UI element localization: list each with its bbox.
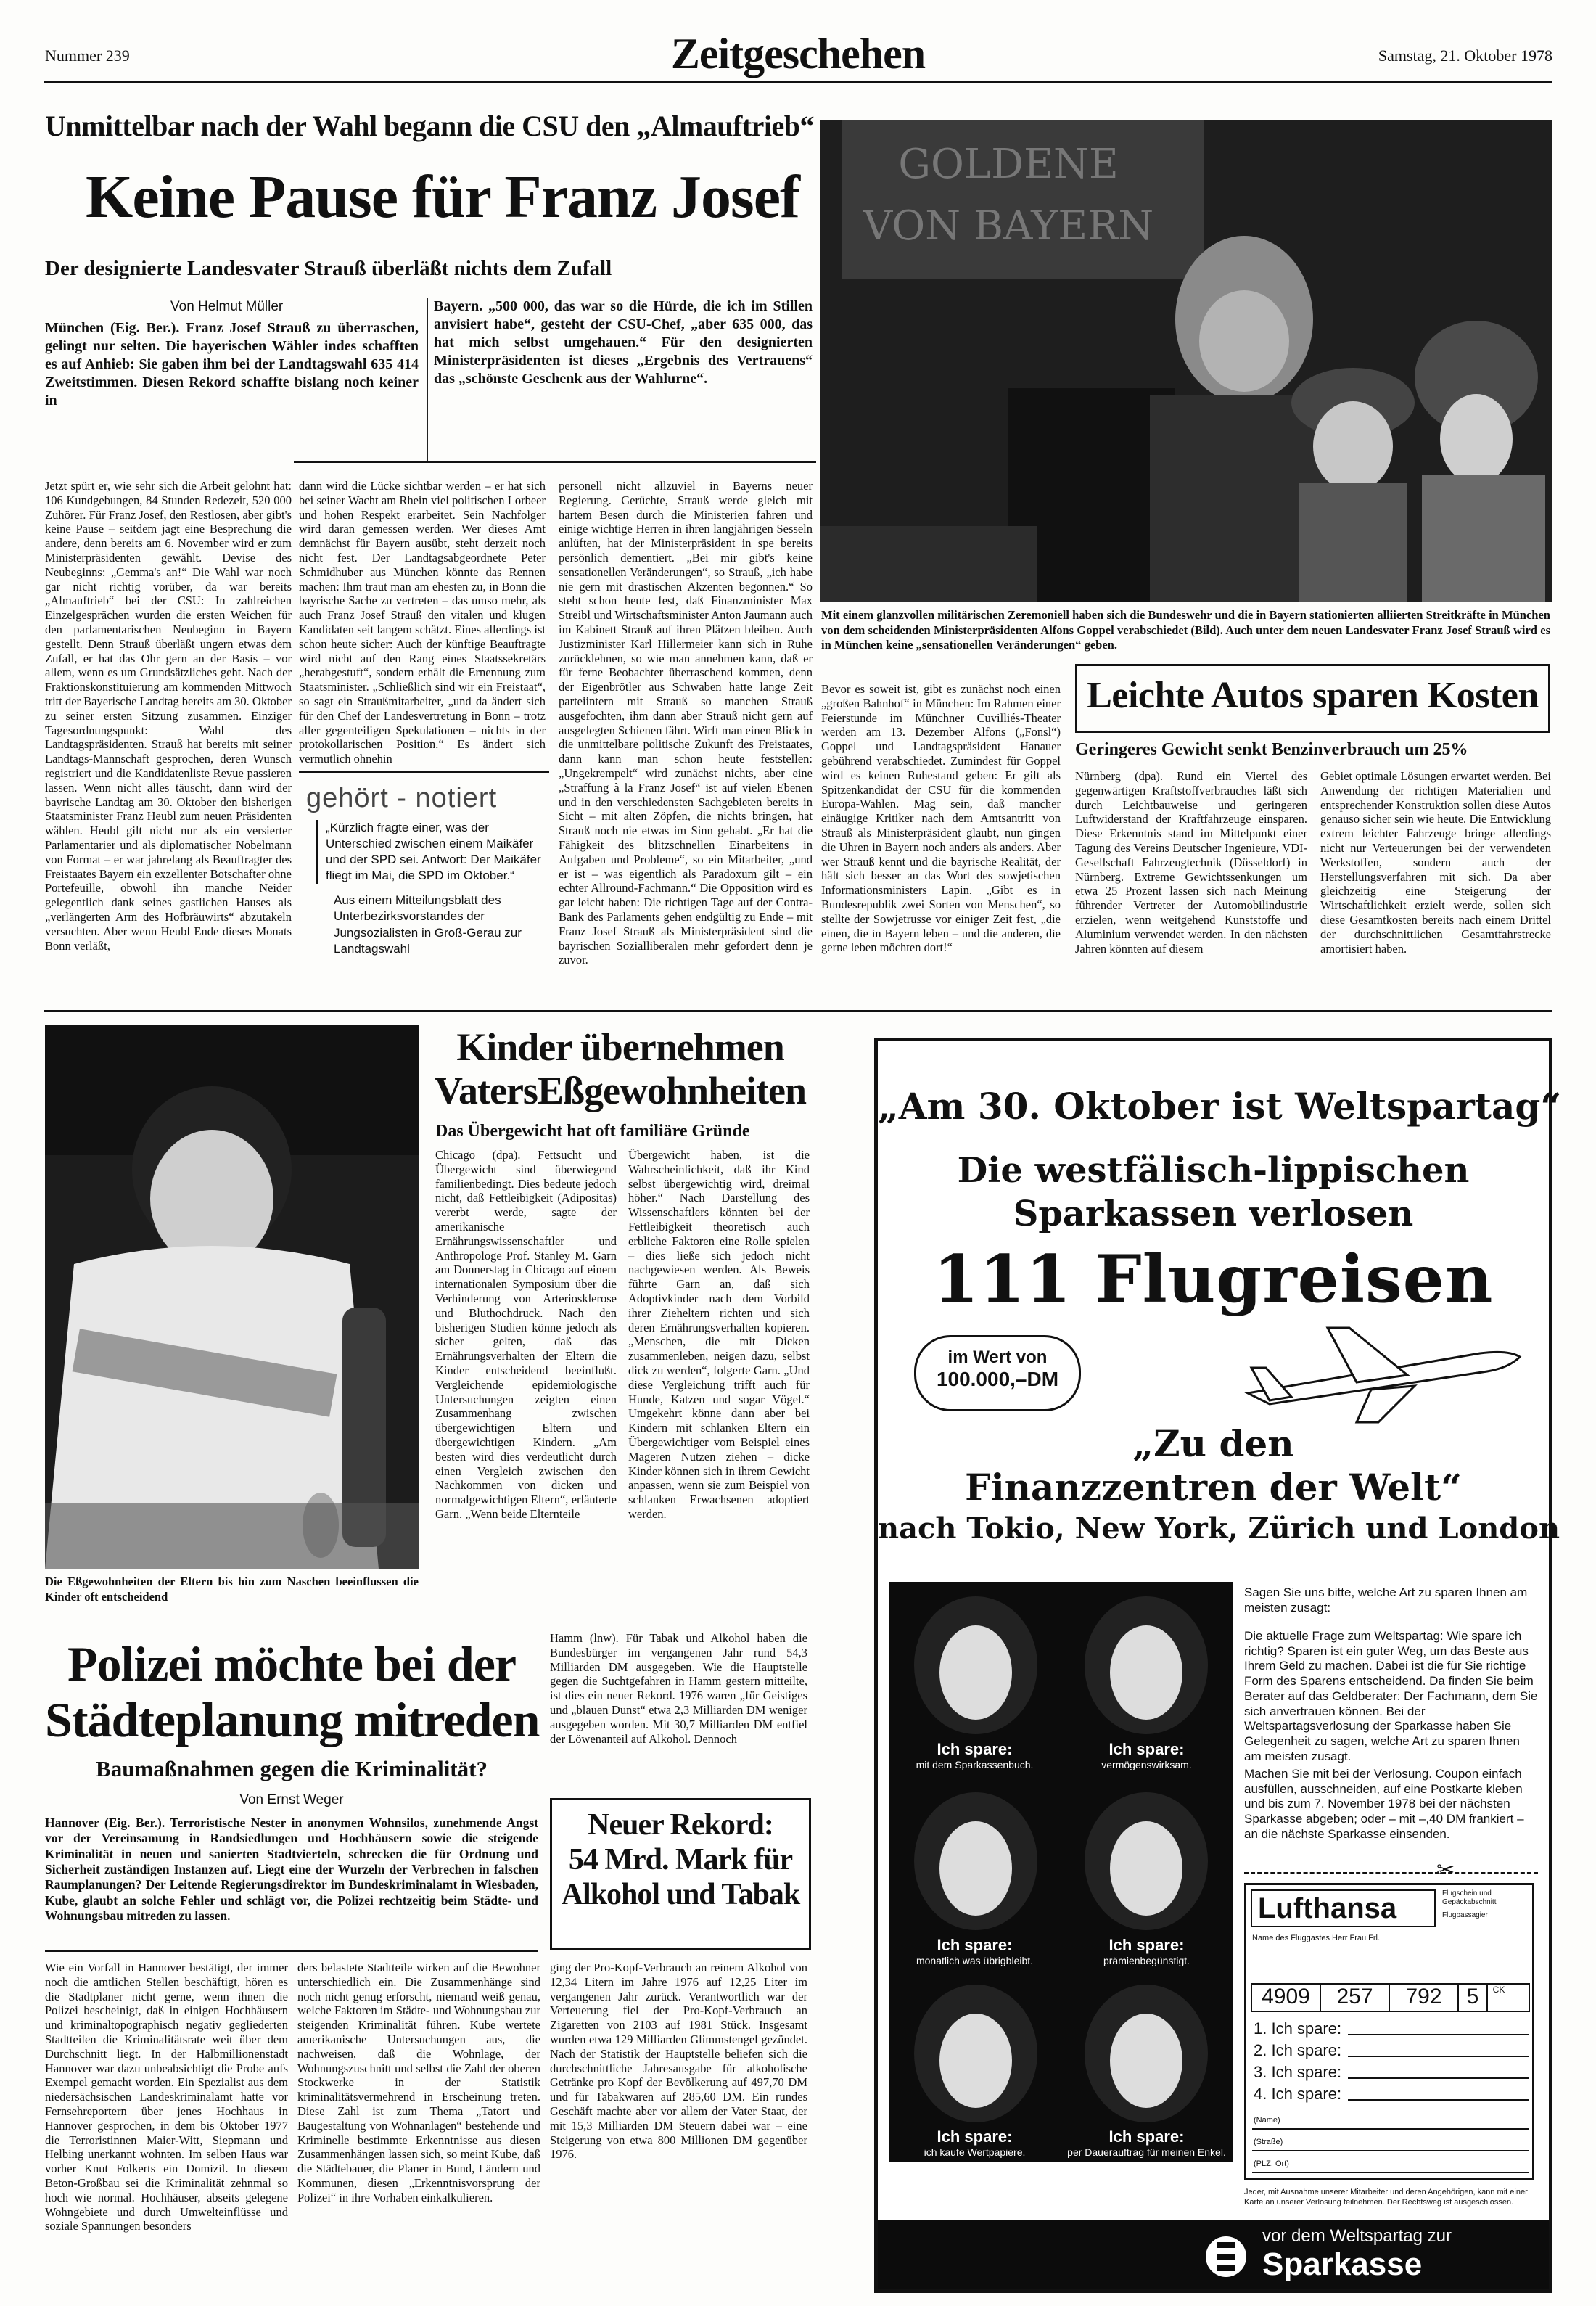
coupon-city-line <box>1252 2172 1529 2173</box>
polizei-byline: Von Ernst Weger <box>239 1792 344 1808</box>
kinder-headline-1: Kinder übernehmen <box>456 1025 784 1069</box>
ad-value-line-2: 100.000,–DM <box>936 1368 1059 1390</box>
face-caption-6-sub: per Dauerauftrag für meinen Enkel. <box>1067 2146 1226 2158</box>
coupon-number-row <box>1251 1983 1530 2012</box>
face-portrait-5 <box>914 1985 1037 2122</box>
coupon-answer-2: 2. Ich spare: <box>1254 2041 1342 2059</box>
autos-column-2: Gebiet optimale Lösungen erwartet werden. Bei Anwendung der richtigen Materialien und entsprechender Konstruktion sollen diese Autos genauso sicher sein wie heute. Die Entwicklung extrem leichter Fahrzeuge bringe allerdings nicht nur Verteuerungen bei der verwendeten Werkstoffen, sondern auch der Herstellungsverfahren mit sich. Da aber gleichzeitig eine Steigerung der Wirtschaftlichkeit erzielt werde, sollen sich diese Gesamtkosten bereits nach einem Drittel der durchschnittlichen Gesamtfahrstrecke amortisiert haben. <box>1320 769 1551 956</box>
face-caption-3 <box>889 1936 1061 1966</box>
ad-text-2: Die aktuelle Frage zum Weltspartag: Wie spare ich richtig? Sparen ist ein guter Weg, um das Beste aus Ihrem Geld zu machen. Dabei ist die für Sie richtige Form des Sparens entscheidend. Da finden Sie beim Berater auf das Geldberater: Der Fachmann, dem Sie sich anvertrauen können. Bei der Weltspartagsverlosung der Sparkasse haben Sie Gelegenheit zu sagen, welche Art zu sparen Ihnen am meisten zusagt. <box>1244 1629 1538 1763</box>
autos-subheadline: Geringeres Gewicht senkt Benzinverbrauch um 25% <box>1075 740 1468 759</box>
ad-top-line: „Am 30. Oktober ist Weltspartag“ <box>878 1085 1562 1128</box>
coupon-ck: CK <box>1492 1985 1505 1995</box>
coupon-label-city: (PLZ, Ort) <box>1254 2159 1289 2168</box>
masthead-rule <box>44 81 1552 83</box>
face-caption-3-sub: monatlich was übrigbleibt. <box>916 1955 1034 1966</box>
face-caption-5-sub: ich kaufe Wertpapiere. <box>924 2146 1026 2158</box>
svg-text:VON BAYERN: VON BAYERN <box>863 202 1154 250</box>
face-caption-1 <box>889 1740 1061 1770</box>
kinder-column-2: Übergewicht haben, ist die Wahrscheinlichkeit, daß ihr Kind selbst übergewichtig wird, dreimal höher.“ Nach Darstellung des Wissenschaftlers könnten bei der Fettleibigkeit theoretisch auch erbliche Faktoren eine Rolle spielen – dies ließe sich jedoch nicht nachgewiesen werden. Als Beweis führte Garn an, daß sich Adoptivkinder nach dem Vorbild ihrer Zieheltern richten und sich deren Ernährungsverhalten kopieren. „Menschen, die mit Dicken zusammenleben, neigen dazu, selbst dick zu werden“, folgerte Garn. „Und diese Vergleichung trifft auch für Hunde, Katzen und sogar Vögel.“ Umgekehrt könne dann aber bei Kindern mit schlanken Eltern ein Übergewichtiger vom Beispiel eines Mageren Nutzen ziehen – dicke Kinder können sich in ihrem Gewicht anpassen, wenn sie zum Beispiel von schlanken Erwachsenen adoptiert werden. <box>628 1148 810 1521</box>
ad-text-3: Machen Sie mit bei der Verlosung. Coupon einfach ausfüllen, ausschneiden, auf eine Postkarte kleben und bis zum 7. November 1978 bei der nächsten Sparkasse abgeben; oder – mit –,40 DM frankiert – an die nächste Sparkasse einsenden. <box>1244 1767 1524 1841</box>
coupon-answer-4-line <box>1348 2099 1529 2101</box>
rekord-headline-3: Alkohol und Tabak <box>561 1878 800 1912</box>
issue-number: Nummer 239 <box>45 46 130 65</box>
polizei-subheadline: Baumaßnahmen gegen die Kriminalität? <box>96 1756 488 1781</box>
ad-dest-3: nach Tokio, New York, Zürich und London <box>878 1511 1560 1546</box>
face-portrait-3 <box>914 1792 1037 1930</box>
lead-kicker: Unmittelbar nach der Wahl begann die CSU den „Almauftrieb“ <box>45 110 815 142</box>
coupon-street-line <box>1252 2150 1529 2151</box>
face-caption-4-sub: prämienbegünstigt. <box>1103 1955 1190 1966</box>
ad-value-line-1: im Wert von <box>947 1347 1048 1367</box>
coupon-fields: Name des Fluggastes Herr Frau Frl. <box>1252 1934 1381 1942</box>
ceremony-photo <box>820 120 1552 602</box>
coupon-answer-3-line <box>1348 2077 1529 2079</box>
lead-byline: Von Helmut Müller <box>170 299 284 314</box>
coupon-number-3: 792 <box>1390 1985 1459 2011</box>
polizei-column-2: ders belastete Stadtteile wirken auf die Bewohner unterschiedlich ein. Die Zusammenhänge sind noch nicht genug erforscht, niemand weiß genau, welche Faktoren im Städte- und Wohnungsbau zur steigenden Kriminalität führen. Kube wertete amerikanische Untersuchungen aus, die nachweisen, daß die Wohnlage, der Wohnungszuschnitt und selbst die Zahl der oberen Stockwerke in der Statistik kriminalitätsvermehrend in Erscheinung treten. Diese Zahl ist zum Thema „Tatort und Baugestaltung von Wohnanlagen“ bestehende und Kriminelle bestimmte Erkenntnisse aus diesen Zusammenhängen lassen sich, so meint Kube, daß die Städtebauer, die Planer in Bund, Ländern und Kommunen, diesen „Erkenntnisvorsprung der Polizei“ in ihre Vorhaben einkalkulieren. <box>297 1961 540 2204</box>
coupon-cut-line <box>1244 1872 1538 1874</box>
family-photo-caption: Die Eßgewohnheiten der Eltern bis hin zum Naschen beeinflussen die Kinder oft entscheidend <box>45 1575 419 1604</box>
lead-intro-rule <box>294 461 816 463</box>
face-caption-6-title: Ich spare: <box>1108 2127 1185 2146</box>
polizei-column-1: Wie ein Vorfall in Hannover bestätigt, der immer noch die amtlichen Stellen beschäftigt, hören es die Stadtplaner nicht gerne, wenn ihnen die Polizei bescheinigt, daß in einigen Hochhäusern und kriminaltopographisch negativ gegliederten Stadtteilen die Kriminalitätsrate weit über dem Durchschnitt liegt. In der Halbmillionenstadt Hannover war dazu unbeabsichtigt die Probe aufs Exempel gemacht worden. Ein Spezialist aus dem niedersächsischen Landeskriminalamt hatte vor Fernsehreportern über jenes Hochhaus in Hannover gesprochen, in dem bis Oktober 1977 die Terroristinnen Maier-Witt, Siepmann und Helbing unerkannt wohnten. Im selben Haus war vorher Knut Folkerts ein Domizil. In diesem Beton-Großbau sei die Kriminalität zehnmal so hoch wie normal. Hochhäuser, abseits gelegene Wohngebiete und durch Umwelteinflüsse und soziale Spannungen besonders <box>45 1961 288 2233</box>
coupon-number-4: 5 <box>1459 1985 1488 2011</box>
face-caption-2-sub: vermögenswirksam. <box>1101 1759 1192 1770</box>
section-title: Zeitgeschehen <box>670 30 926 78</box>
ceremony-photo-caption: Mit einem glanzvollen militärischen Zeremoniell haben sich die Bundeswehr und die in Bayern stationierten alliierten Streitkräfte in München von dem scheidenden Ministerpräsidenten Alfons Goppel verabschiedet (Bild). Auch unter dem neuen Landesvater Franz Josef Strauß wird es in München keine „sensationellen Veränderungen“ geben. <box>821 608 1550 652</box>
lead-column-2: dann wird die Lücke sichtbar werden – er hat sich bei seiner Wacht am Rhein viel politischen Lorbeer und hohen Respekt erarbeitet. Sein Nachfolger wird daran gemessen werden. Wer dieses Amt demnächst für Bayern ausübt, steht derzeit noch nicht fest. Der Landtagsabgeordnete Peter Schmidhuber aus München könnte das Rennen machen: Ihm traut man am ehesten zu, in Bonn die bayrische Sache zu vertreten – das umso mehr, als auch Franz Josef Strauß den vitalen und klugen Kandidaten seit langem schätzt. Eines allerdings ist schon heute sicher: Auch der künftige Beauftragte wird nicht auf den Rang eines Staatssekretärs „herabgestuft“, sondern erhält die Ernennung zum Staatsminister. „Schließlich sind wir ein Freistaat“, so sagt ein Straußmitarbeiter, „und da ändert sich für den Chef der Landesvertretung in Bonn – trotz aller gegenteiligen Spekulationen – nichts in der protokollarischen Position.“ Es ändert sich vermutlich ohnehin <box>299 479 546 766</box>
ad-line-1: Die westfälisch-lippischen <box>957 1150 1470 1191</box>
ad-footer-line-1: vor dem Weltspartag zur <box>1262 2226 1452 2246</box>
notiert-source: Aus einem Mitteilungsblatt des Unterbezirksvorstandes der Jungsozialisten in Groß-Gerau zur Landtagswahl <box>334 893 522 956</box>
ad-dest-1: „Zu den <box>1132 1422 1294 1465</box>
coupon-label-name: (Name) <box>1254 2116 1280 2125</box>
polizei-headline-2: Städteplanung mitreden <box>45 1692 540 1747</box>
coupon-number-1: 4909 <box>1252 1985 1321 2011</box>
face-caption-6 <box>1061 2127 1233 2158</box>
lead-intro-left: München (Eig. Ber.). Franz Josef Strauß zu überraschen, gelingt nur selten. Die bayerischen Wähler indes schafften es auf Anhieb: Sie gaben ihm bei der Landtagswahl 635 414 Zweitstimmen. Diesen Rekord schaffte bislang noch keiner in <box>45 320 419 409</box>
coupon-answer-2-line <box>1348 2056 1529 2057</box>
lead-intro-divider <box>427 298 428 461</box>
coupon-answer-1: 1. Ich spare: <box>1254 2019 1342 2038</box>
coupon-answer-1-line <box>1348 2034 1529 2035</box>
autos-headline: Leichte Autos sparen Kosten <box>1087 675 1539 716</box>
coupon-name-line <box>1252 2128 1529 2130</box>
ad-fine-print: Jeder, mit Ausnahme unserer Mitarbeiter und deren Angehörigen, kann mit einer Karte an unserer Verlosung teilnehmen. Der Rechtsweg ist ausgeschlossen. <box>1244 2188 1528 2207</box>
face-portrait-4 <box>1085 1792 1208 1930</box>
ad-big-line: 111 Flugreisen <box>933 1241 1494 1318</box>
face-portrait-2 <box>1085 1596 1208 1734</box>
face-portrait-1 <box>914 1596 1037 1734</box>
family-photo <box>45 1025 419 1569</box>
ad-faces-panel <box>889 1582 1233 2162</box>
sparkasse-ad <box>874 1038 1562 2293</box>
notiert-title: gehört - notiert <box>306 783 498 813</box>
rekord-top: Hamm (lnw). Für Tabak und Alkohol haben die Bundesbürger im vergangenen Jahr rund 54,3 Milliarden DM ausgegeben. Wie die Hauptstelle gegen die Suchtgefahren in Hamm gestern mitteilte, ist dies ein neuer Rekord. 1976 waren „für Geistiges und „blauen Dunst“ etwa 2,3 Milliarden DM weniger ausgegeben worden. Mit 30,7 Milliarden DM entfiel der Löwenanteil auf Alkohol. Dennoch <box>550 1631 807 1746</box>
ad-dest-2: Finanzzentren der Welt“ <box>965 1466 1462 1509</box>
face-caption-1-sub: mit dem Sparkassenbuch. <box>916 1759 1034 1770</box>
notiert-quote: „Kürzlich fragte einer, was der Unterschied zwischen einem Maikäfer und der SPD sei. Antwort: Der Maikäfer fliegt im Mai, die SPD im Oktober.“ <box>316 820 546 884</box>
scissors-icon: ✂ <box>1436 1858 1455 1882</box>
kinder-column-1: Chicago (dpa). Fettsucht und Übergewicht sind überwiegend familienbedingt. Dies bedeute jedoch nicht, daß Fettleibigkeit (Adipositas) vererbt werde, sagte der amerikanische Ernährungswissenschaftler und Anthropologe Prof. Stanley M. Garn am Donnerstag in Chicago auf einem internationalen Symposium über die Verhinderung von Arteriosklerose und Bluthochdruck. Nach den bisherigen Studien könne jedoch als sicher gelten, daß das Ernährungsverhalten der Eltern die Kinder entscheidend beeinflußt. Vergleichende epidemiologische Untersuchungen zeigten einen Zusammenhang zwischen übergewichtigen Eltern und übergewichtigen Kindern. „Am besten wird dies verdeutlicht durch einen Vergleich zwischen den Nachkommen von dicken und normalgewichtigen Eltern“, erläuterte Garn. „Wenn beide Elternteile <box>435 1148 617 1521</box>
face-caption-2-title: Ich spare: <box>1108 1740 1185 1758</box>
ad-text-1: Sagen Sie uns bitte, welche Art zu sparen Ihnen am meisten zusagt: <box>1244 1585 1528 1614</box>
coupon-label-street: (Straße) <box>1254 2138 1283 2146</box>
face-caption-4 <box>1061 1936 1233 1966</box>
coupon-answer-4: 4. Ich spare: <box>1254 2085 1342 2103</box>
airplane-icon <box>1241 1324 1531 1426</box>
polizei-headline-1: Polizei möchte bei der <box>67 1636 517 1691</box>
ad-line-2: Sparkassen verlosen <box>1013 1194 1414 1234</box>
coupon-brand-box <box>1251 1889 1436 1927</box>
coupon-answer-3: 3. Ich spare: <box>1254 2063 1342 2081</box>
face-caption-5-title: Ich spare: <box>937 2127 1013 2146</box>
rekord-headline-box <box>550 1798 811 1950</box>
sparkasse-logo-icon <box>1204 2235 1248 2278</box>
lead-column-1: Jetzt spürt er, wie sehr sich die Arbeit gelohnt hat: 106 Kundgebungen, 84 Stunden Redezeit, 520 000 Zuhörer. Für Franz Josef, den Restlosen, aber gibt's keine Pause – seitdem jagt eine Besprechung die andere, denn bereits am 6. November wird er zum Ministerpräsidenten gewählt. Devise des Neubeginns: „Gemma's an!“ Die Wahl war noch gar nicht richtig vorüber, da war bereits „Almauftrieb“ bei der CSU: In zahlreichen Einzelgesprächen wurden die ersten Weichen für den parlamentarischen Neubeginn in Bayern gestellt. Denn Strauß überläßt ungern etwas dem Zufall, er hat das Ohr gern an der Basis – vor allem, wenn es um Grundsätzliches geht. Nach der Fraktionskonstituierung am kommenden Mittwoch tritt der Bayerische Landtag bereits am 30. Oktober zu seiner ersten Sitzung zusammen. Einziger Tagesordnungspunkt: Wahl des Landtagspräsidenten. Strauß hat bereits mit seiner Landtags-Mannschaft gesprochen, deren Wunsch registriert und die Kandidatenliste Revue passieren lassen. Wenn nicht alles täuscht, dann wird der bayrische Landtag am 30. Oktober den bisherigen Staatsminister Franz Heubl zum neuen Präsidenten wählen. Heubl gilt nicht nur als ein versierter Parlamentarier und als diplomatischer Nobelmann von Format – er war jahrelang als Beauftragter des Freistaates Bayern ein exzellenter Botschafter ohne Portefeuille, obwohl ihn manche Neider gelegentlich dank seines gastlichen Hauses als „verlängerten Arm des Hofbräuwirts“ abzutakeln versuchten. Aber wenn Heubl Ende dieses Monats Bonn verläßt, <box>45 479 292 953</box>
issue-date: Samstag, 21. Oktober 1978 <box>1378 46 1552 65</box>
face-caption-5 <box>889 2127 1061 2158</box>
face-caption-3-title: Ich spare: <box>937 1936 1013 1954</box>
kinder-subheadline: Das Übergewicht hat oft familiäre Gründe <box>435 1122 750 1141</box>
autos-headline-box <box>1075 664 1550 733</box>
ad-footer-line-2: Sparkasse <box>1262 2246 1423 2282</box>
face-caption-2 <box>1061 1740 1233 1770</box>
coupon-box-2: Flugpassagier <box>1442 1911 1488 1919</box>
face-caption-4-title: Ich spare: <box>1108 1936 1185 1954</box>
lead-intro-right: Bayern. „500 000, das war so die Hürde, die ich im Stillen anvisiert habe“, gesteht der CSU-Chef, „aber 635 000, das hat mich selbst umgehauen.“ Für den designierten Ministerpräsidenten ist dieses „Ergebnis des Vertrauens“ das „schönste Geschenk aus der Wahlurne“. <box>434 298 813 387</box>
ad-value-bubble <box>914 1335 1081 1411</box>
polizei-lead: Hannover (Eig. Ber.). Terroristische Nester in anonymen Wohnsilos, zunehmende Angst vor der Vereinsamung in Randsiedlungen und Hochhäusern sowie die steigende Kriminalität in neuen und sanierten Stadtvierteln, schrecken die für Ordnung und Sicherheit zuständigen Instanzen auf. Liegt eine der Wurzeln der Verbrechen in falschen Raumplanungen? Der Leitende Regierungsdirektor im Bundeskriminalamt in Wiesbaden, Kube, glaubt an solche Fehler und schlägt vor, die Polizei rechtzeitig beim Städte- und Wohnungsbau mitreden zu lassen. <box>45 1815 538 1924</box>
rekord-headline-1: Neuer Rekord: <box>588 1808 773 1842</box>
face-portrait-6 <box>1085 1985 1208 2122</box>
coupon-brand: Lufthansa <box>1258 1892 1397 1924</box>
coupon-box-1: Flugschein und Gepäckabschnitt <box>1442 1889 1497 1906</box>
coupon-number-2: 257 <box>1321 1985 1390 2011</box>
rekord-bottom: ging der Pro-Kopf-Verbrauch an reinem Alkohol von 12,34 Litern im Jahre 1976 auf 12,25 Liter im vergangenen Jahr zurück. Verantwortlich war der Verteuerung fiel der Pro-Kopf-Verbrauch an Zigaretten von 2103 auf 1981 Stück. Insgesamt wurden etwa 129 Milliarden Glimmstengel gezündet. Nach der Statistik der Hauptstelle beliefen sich die durchschnittliche Jahresausgabe für alkoholische Getränke pro Kopf der Bevölkerung auf 497,70 DM und für Tabakwaren auf 285,60 DM. Ein rundes Geschäft machte aber vor allem der Vater Staat, der mit 15,3 Milliarden DM Steuern dabei war – eine Steigerung von etwa 800 Millionen DM gegenüber 1976. <box>550 1961 807 2162</box>
face-caption-1-title: Ich spare: <box>937 1740 1013 1758</box>
polizei-rule <box>45 1950 538 1952</box>
rekord-headline-2: 54 Mrd. Mark für <box>568 1843 793 1877</box>
autos-column-1: Nürnberg (dpa). Rund ein Viertel des gegenwärtigen Kraftstoffverbrauches läßt sich durch Leichtbauweise und geringeren Luftwiderstand der Kraftfahrzeuge einsparen. Diese Erkenntnis stand im Mittelpunkt einer Tagung des Vereins Deutscher Ingenieure, VDI-Gesellschaft Fahrzeugtechnik (Düsseldorf) in Nürnberg. Extreme Gewichtssenkungen um etwa 25 Prozent lassen sich nach Meinung führender Vertreter der Automobilindustrie erzielen, wenn weitgehend Kunststoffe und Aluminium verwendet werden. In den nächsten Jahren könnten auf diesem <box>1075 769 1307 956</box>
ad-footer <box>878 2220 1549 2289</box>
lead-headline: Keine Pause für Franz Josef <box>86 163 799 231</box>
lead-subheadline: Der designierte Landesvater Strauß überläßt nichts dem Zufall <box>45 257 612 280</box>
kinder-headline-2: VatersEßgewohnheiten <box>434 1069 807 1112</box>
notiert-box <box>299 771 549 996</box>
coupon <box>1244 1883 1534 2180</box>
lead-column-3: personell nicht allzuviel in Bayerns neuer Regierung. Gerüchte, Strauß werde gleich mit hartem Besen durch die Ministerien fahren und einige wichtige Herren in ihren langjährigen Sesseln anlüften, hat der Ministerpräsident in spe bereits persönlich dementiert. „Bei mir gibt's keine sensationellen Veränderungen“, so Strauß, „ich habe nie gern mit drastischen Akzenten begonnen.“ So steht schon heute fest, daß Finanzminister Max Streibl und Wirtschaftsminister Anton Jaumann auch im Kabinett Strauß auf ihren Plätzen bleiben. Auch Justizminister Karl Hillermeier kann sich in Ruhe zurücklehnen, so wie man annehmen kann, daß er für ferne Beobachter überraschend kommen, denn der Eigenbrötler aus Schwaben hatte lange Zeit parteiintern mit Strauß so manchen Strauß ausgefochten, ihm dann aber Strauß nicht gern auf ausgelegten Schienen fährt. Wirft man einen Blick in die unmittelbare politische Zukunft des Freistaates, dann kann man schon heute feststellen: „Ungekrempelt“ wird zunächst nichts, aber eine „Straffung à la Franz Josef“ ist auf vielen Ebenen und in den verschiedensten Sachgebieten bereits in Sicht – mit alten Zöpfen, die nichts bringen, hat Strauß noch nie etwas im Sinn gehabt. „Er hat die Fähigkeit des blitzschnellen Einarbeitens in Aufgaben und Probleme“, so ein Mitarbeiter, „und er ist – was eigentlich als Paradoxum gilt – ein echter Allround-Fachmann.“ Die Opposition wird es gar leicht haben: Die richtigen Tage auf der Contra-Bank des Parlaments gehen endgültig zu Ende – mit Franz Josef Strauß als Ministerpräsident sind die bayrischen Sozialliberalen mehr gefordert denn je zuvor. <box>559 479 813 967</box>
svg-text:GOLDENE: GOLDENE <box>898 141 1119 188</box>
section-rule <box>44 1010 1552 1012</box>
lead-continuation: Bevor es soweit ist, gibt es zunächst noch einen „großen Bahnhof“ in München: Im Rahmen einer Feierstunde im Münchner Cuvilliés-Theater werden am 13. Dezember Alfons („Fonsl“) Goppel und Landtagspräsident Hanauer gebührend verabschiedet. Zumindest für Goppel wird es keinen Ruhestand geben: Er gilt als Spitzenkandidat der CSU für die kommenden Europa-Wahlen. Mag sein, daß mancher einäugige Kritiker nach dem Amtsantritt von Strauß als Ministerpräsident glaubt, nun gingen die Uhren in Bayern noch anders als anders. Aber wer Strauß kennt und die bayrische Realität, der hält sich besser an das Wort des sowjetischen Informationsministers Lapin. „Gibt es in Bundesrepublik zwei Sorten von Menschen“, so stellte der Sowjetrusse vor einiger Zeit fest, „die einen, die in Bayern leben – und die anderen, die gerne leben möchten dort!“ <box>821 682 1061 955</box>
